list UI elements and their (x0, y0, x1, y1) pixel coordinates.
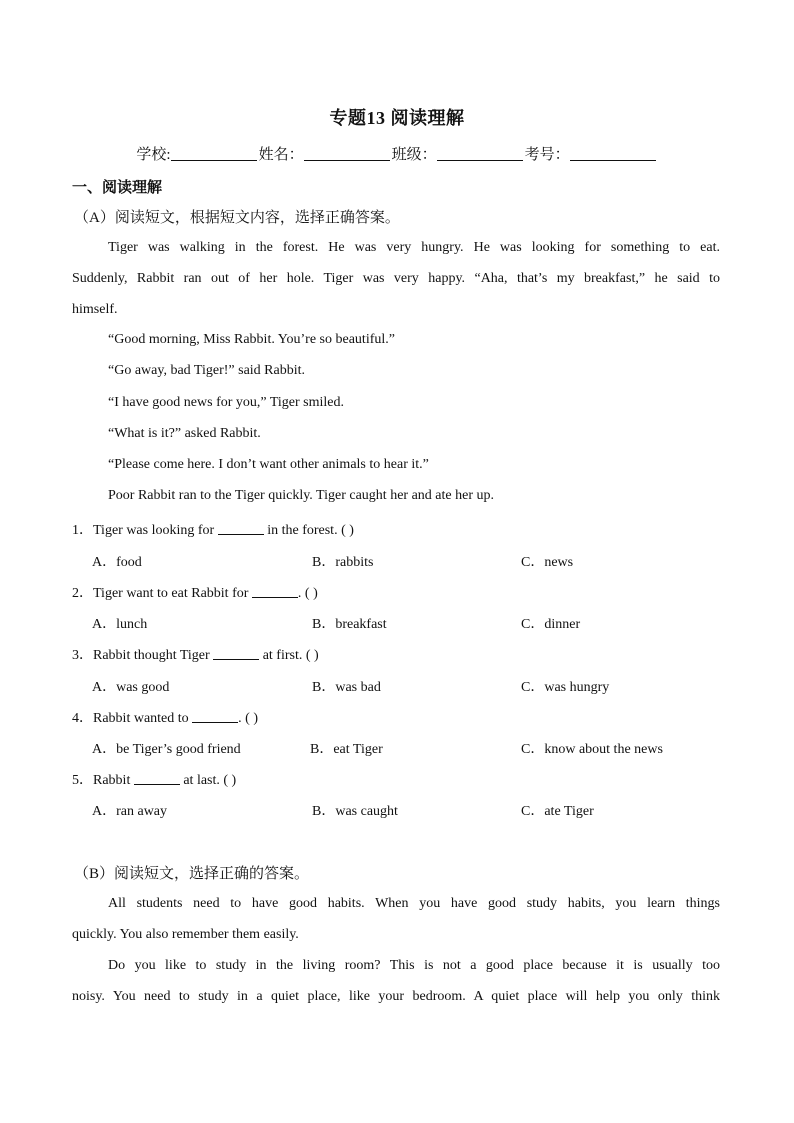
option-b[interactable]: B．breakfast (312, 617, 387, 632)
paragraph-line: Suddenly, Rabbit ran out of her hole. Tiger was very happy. “Aha, that’s my breakfast,” he said to (72, 271, 720, 286)
paragraph-line: All students need to have good habits. When you have good study habits, you learn things (108, 896, 720, 911)
dialogue-line: “Good morning, Miss Rabbit. You’re so beautiful.” (108, 332, 395, 347)
question-text: 2．Tiger want to eat Rabbit for (72, 586, 252, 601)
question-text: 5．Rabbit (72, 773, 134, 788)
option-b[interactable]: B．eat Tiger (310, 742, 383, 757)
option-c[interactable]: C．know about the news (521, 742, 663, 757)
question-text: 1．Tiger was looking for (72, 523, 218, 538)
answer-blank (213, 647, 259, 660)
name-blank[interactable] (304, 144, 390, 161)
part-a-paragraph (72, 232, 720, 325)
answer-blank (192, 710, 238, 723)
paragraph-line: Do you like to study in the living room? This is not a good place because it is usually too (108, 958, 720, 973)
page-title: 专题13 阅读理解 (329, 108, 465, 128)
student-info-row (0, 143, 794, 164)
school-blank[interactable] (171, 144, 257, 161)
part-b-paragraph-1 (72, 888, 720, 950)
paragraph-line: Tiger was walking in the forest. He was very hungry. He was looking for something to eat. (108, 240, 720, 255)
paragraph-line: himself. (72, 302, 118, 317)
question-text: 4．Rabbit wanted to (72, 711, 193, 726)
paragraph-line: noisy. You need to study in a quiet place, like your bedroom. A quiet place will help you only think (72, 989, 720, 1004)
option-a[interactable]: A．lunch (92, 617, 148, 632)
name-label: 姓名： (258, 147, 304, 163)
dialogue-line: Poor Rabbit ran to the Tiger quickly. Tiger caught her and ate her up. (108, 488, 494, 503)
option-b[interactable]: B．was bad (312, 680, 381, 695)
option-a[interactable]: A．food (92, 555, 142, 570)
part-a-instruction: （A）阅读短文，根据短文内容，选择正确答案。 (74, 210, 400, 226)
question-text: at first. ( ) (259, 648, 319, 663)
question-5 (72, 769, 236, 789)
option-c[interactable]: C．dinner (521, 617, 581, 632)
option-c[interactable]: C．ate Tiger (521, 804, 594, 819)
number-label: 考号： (524, 147, 570, 163)
option-a[interactable]: A．ran away (92, 804, 168, 819)
question-4 (72, 707, 258, 727)
question-text: at last. ( ) (179, 773, 237, 788)
paragraph-line: quickly. You also remember them easily. (72, 927, 299, 942)
question-text: in the forest. ( ) (263, 523, 354, 538)
question-text: 3．Rabbit thought Tiger (72, 648, 214, 663)
school-label: 学校: (136, 147, 171, 163)
section-heading: 一、阅读理解 (72, 180, 163, 196)
option-c[interactable]: C．was hungry (521, 680, 610, 695)
question-1 (72, 519, 354, 539)
class-label: 班级： (391, 147, 437, 163)
question-3 (72, 644, 319, 664)
option-b[interactable]: B．rabbits (312, 555, 374, 570)
option-a[interactable]: A．was good (92, 680, 170, 695)
number-blank[interactable] (570, 144, 656, 161)
option-c[interactable]: C．news (521, 555, 574, 570)
class-blank[interactable] (437, 144, 523, 161)
option-b[interactable]: B．was caught (312, 804, 398, 819)
question-2 (72, 582, 318, 602)
dialogue-line: “I have good news for you,” Tiger smiled. (108, 395, 345, 410)
part-b-paragraph-2 (72, 950, 720, 1012)
dialogue-line: “Go away, bad Tiger!” said Rabbit. (108, 363, 305, 378)
option-a[interactable]: A．be Tiger’s good friend (92, 742, 241, 757)
question-text: . ( ) (238, 711, 258, 726)
dialogue-line: “Please come here. I don’t want other animals to hear it.” (108, 457, 429, 472)
answer-blank (134, 772, 180, 785)
part-b-instruction: （B）阅读短文，选择正确的答案。 (74, 866, 310, 882)
answer-blank (218, 522, 264, 535)
question-text: . ( ) (297, 586, 318, 601)
answer-blank (252, 585, 298, 598)
dialogue-line: “What is it?” asked Rabbit. (108, 426, 261, 441)
